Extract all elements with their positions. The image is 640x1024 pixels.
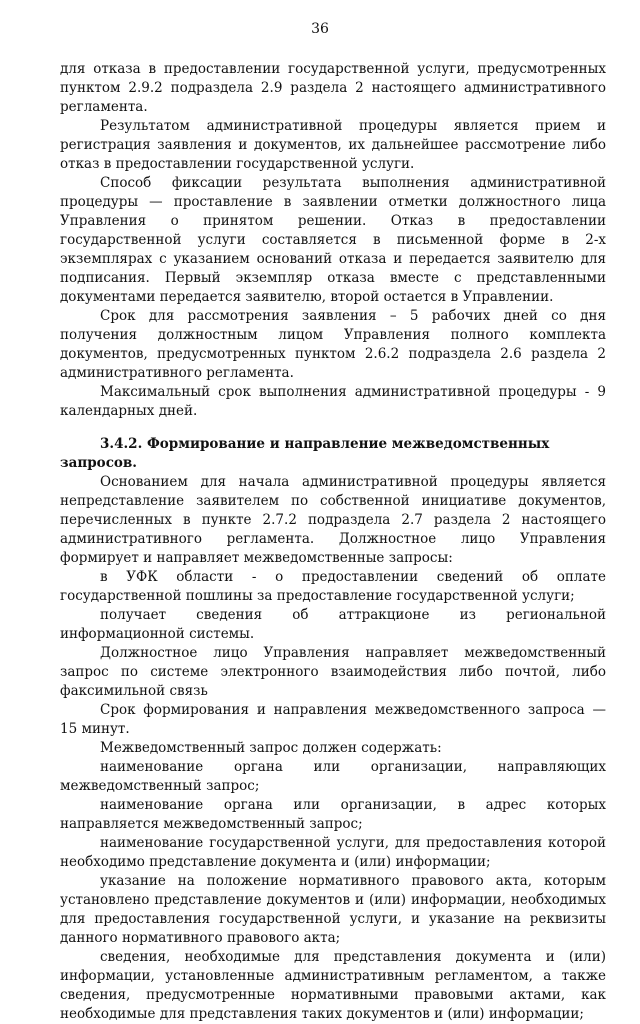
page-number: 36 (311, 21, 329, 37)
paragraph: Максимальный срок выполнения административной процедуры - 9 календарных дней. (60, 384, 606, 419)
paragraph: сведения, необходимые для представления документа и (или) информации, установленные административным регламентом, а также сведения, предусмотренные нормативными правовыми актами, как необходимые для представления таких документов и (или) информации; (60, 949, 606, 1022)
paragraph: наименование государственной услуги, для предоставления которой необходимо представление документа и (или) информации; (60, 835, 606, 870)
paragraph: Срок для рассмотрения заявления – 5 рабочих дней со дня получения должностным лицом Управления полного комплекта документов, предусмотренных пунктом 2.6.2 подраздела 2.6 раздела 2 административного регламента. (60, 308, 606, 381)
paragraph: Способ фиксации результата выполнения административной процедуры — проставление в заявлении отметки должностного лица Управления о принятом решении. Отказ в предоставлении государственной услуги составляется в письменной форме в 2-х экземплярах с указанием оснований отказа и передается заявителю для подписания. Первый экземпляр отказа вместе с представленными документами передается заявителю, второй остается в Управлении. (60, 175, 606, 305)
paragraph: Должностное лицо Управления направляет межведомственный запрос по системе электронного взаимодействия либо почтой, либо факсимильной связь (60, 645, 606, 699)
paragraph: Результатом административной процедуры является прием и регистрация заявления и документов, их дальнейшее рассмотрение либо отказ в предоставлении государственной услуги. (60, 118, 606, 172)
section-heading: 3.4.2. Формирование и направление межведомственных запросов. (60, 436, 550, 471)
paragraph: наименование органа или организации, в адрес которых направляется межведомственный запрос; (60, 797, 606, 832)
paragraph: Срок формирования и направления межведомственного запроса — 15 минут. (60, 702, 606, 737)
document-body (60, 60, 606, 1024)
paragraph: Межведомственный запрос должен содержать: (100, 740, 442, 756)
paragraph: Основанием для начала административной процедуры является непредставление заявителем по собственной инициативе документов, перечисленных в пункте 2.7.2 подраздела 2.7 раздела 2 настоящего административного регламента. Должностное лицо Управления формирует и направляет межведомственные запросы: (60, 474, 606, 566)
paragraph: в УФК области - о предоставлении сведений об оплате государственной пошлины за предоставление государственной услуги; (60, 569, 606, 604)
paragraph: для отказа в предоставлении государственной услуги, предусмотренных пунктом 2.9.2 подраздела 2.9 раздела 2 настоящего административного регламента. (60, 61, 606, 115)
paragraph: получает сведения об аттракционе из региональной информационной системы. (60, 607, 606, 642)
paragraph: указание на положение нормативного правового акта, которым установлено представление документов и (или) информации, необходимых для предоставления государственной услуги, и указание на реквизиты данного нормативного правового акта; (60, 873, 606, 946)
paragraph: наименование органа или организации, направляющих межведомственный запрос; (60, 759, 606, 794)
